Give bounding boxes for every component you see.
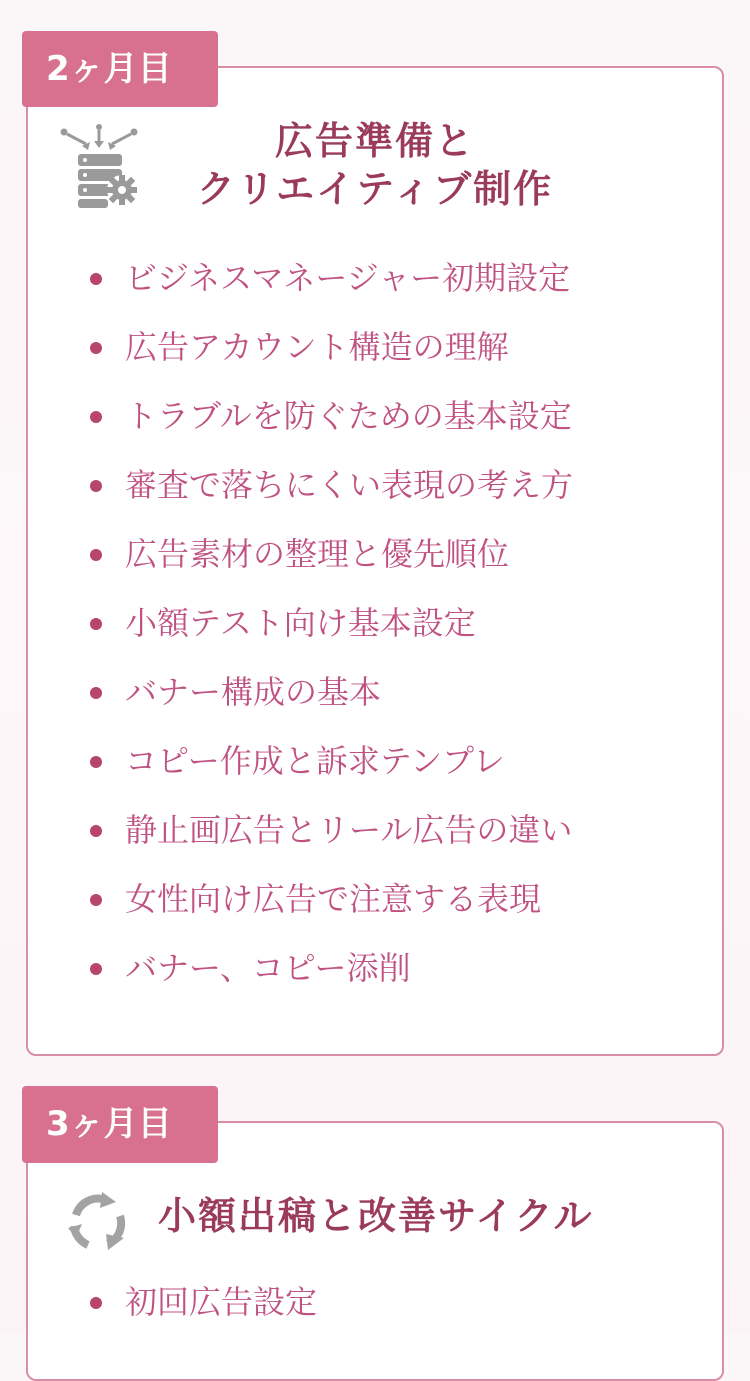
list-item: トラブルを防ぐための基本設定 — [90, 382, 573, 451]
list-item: 初回広告設定 — [90, 1268, 317, 1337]
list-item: 審査で落ちにくい表現の考え方 — [90, 451, 573, 520]
month-tag: 3ヶ月目 — [22, 1086, 218, 1163]
section-title-line1: 広告準備と — [274, 118, 475, 163]
list-item: コピー作成と訴求テンプレ — [90, 727, 573, 796]
month-tag: 2ヶ月目 — [22, 31, 218, 107]
server-gear-icon — [58, 124, 144, 210]
section-title-month2 — [150, 117, 600, 213]
section-title-line2: クリエイティブ制作 — [196, 166, 554, 211]
list-item: バナー、コピー添削 — [90, 934, 573, 1003]
list-item: 女性向け広告で注意する表現 — [90, 865, 573, 934]
topic-list-month3 — [90, 1268, 317, 1337]
section-title-month3: 小額出稿と改善サイクル — [158, 1193, 594, 1238]
cycle-arrows-icon — [64, 1188, 132, 1256]
list-item: 小額テスト向け基本設定 — [90, 589, 573, 658]
list-item: ビジネスマネージャー初期設定 — [90, 244, 573, 313]
list-item: 静止画広告とリール広告の違い — [90, 796, 573, 865]
topic-list-month2 — [90, 244, 573, 1003]
list-item: バナー構成の基本 — [90, 658, 573, 727]
list-item: 広告素材の整理と優先順位 — [90, 520, 573, 589]
list-item: 広告アカウント構造の理解 — [90, 313, 573, 382]
